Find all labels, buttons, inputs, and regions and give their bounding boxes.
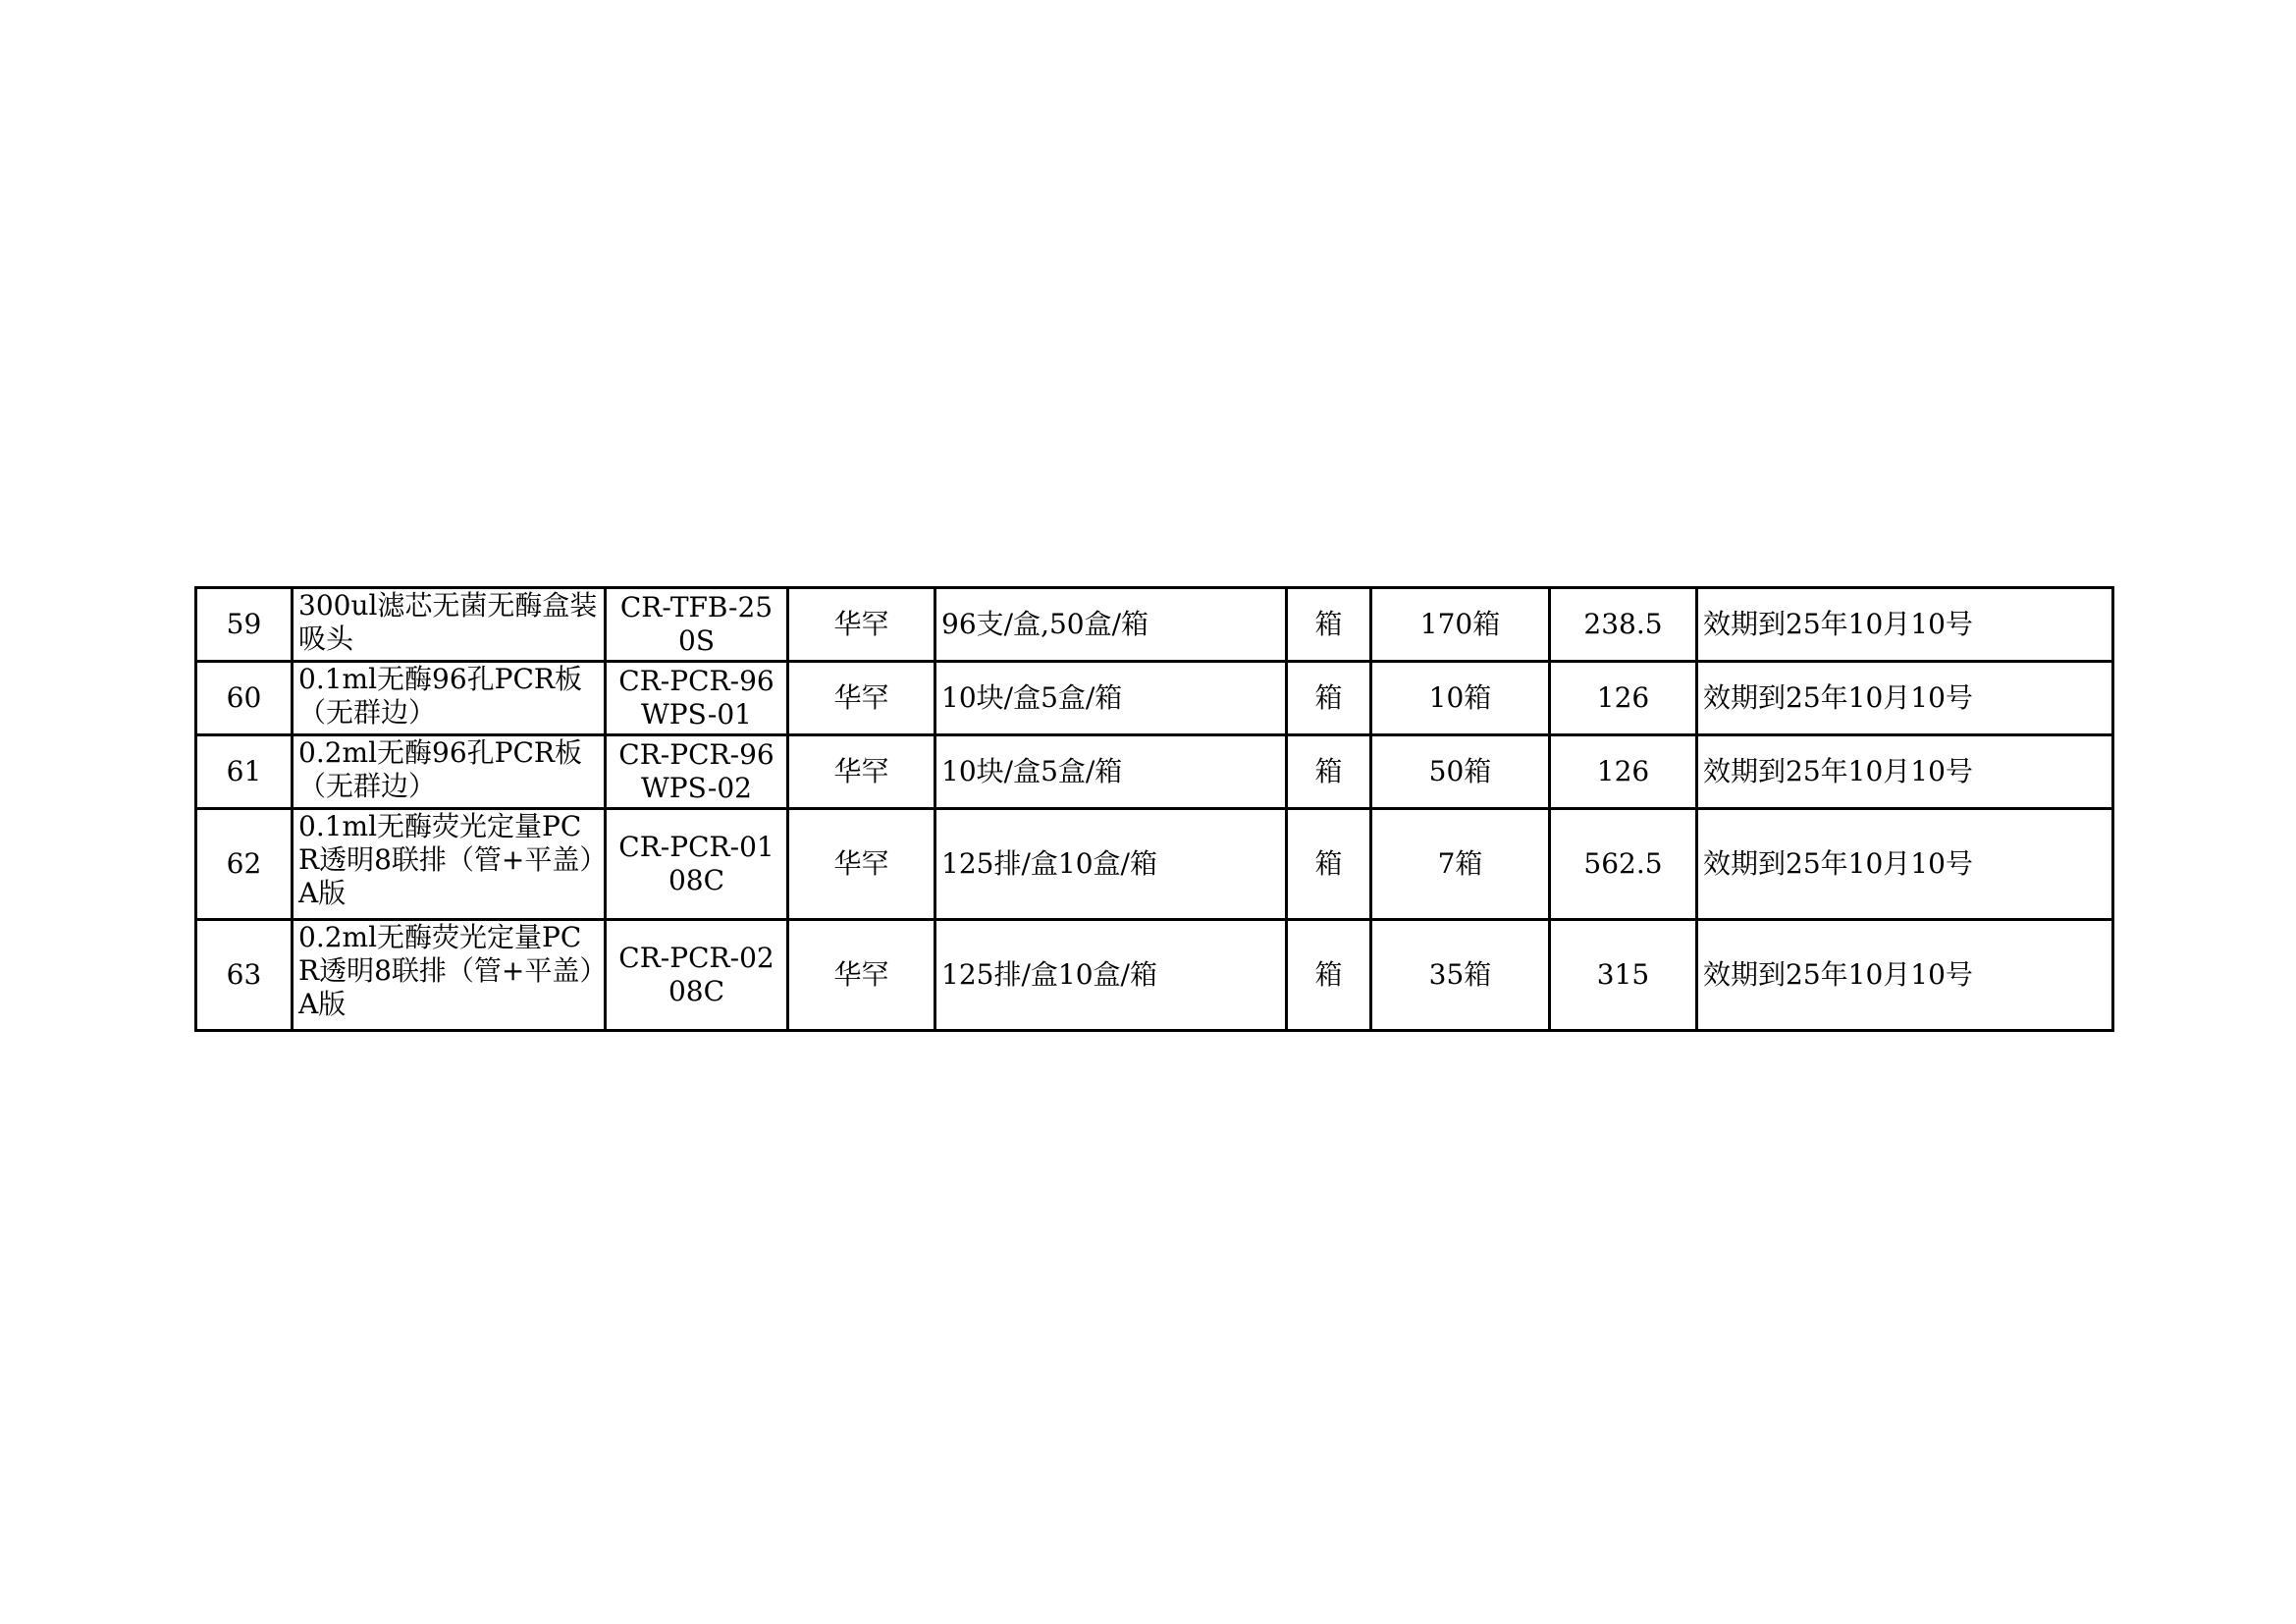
expiry-note: 效期到25年10月10号 <box>1697 920 2113 1031</box>
table-row <box>196 662 2113 735</box>
expiry-note: 效期到25年10月10号 <box>1697 588 2113 662</box>
product-name: 0.2ml无酶96孔PCR板（无群边） <box>293 735 606 809</box>
row-number: 62 <box>196 809 293 920</box>
unit: 箱 <box>1287 809 1371 920</box>
product-code: CR-PCR-0108C <box>606 809 788 920</box>
brand: 华罕 <box>788 735 935 809</box>
brand: 华罕 <box>788 588 935 662</box>
brand: 华罕 <box>788 920 935 1031</box>
product-code: CR-TFB-250S <box>606 588 788 662</box>
row-number: 59 <box>196 588 293 662</box>
packaging-spec: 125排/盒10盒/箱 <box>935 920 1287 1031</box>
brand: 华罕 <box>788 809 935 920</box>
product-name: 0.1ml无酶96孔PCR板（无群边） <box>293 662 606 735</box>
unit: 箱 <box>1287 735 1371 809</box>
table-row <box>196 809 2113 920</box>
inventory-table <box>194 586 2114 1032</box>
product-name: 300ul滤芯无菌无酶盒装吸头 <box>293 588 606 662</box>
quantity: 50箱 <box>1371 735 1550 809</box>
packaging-spec: 10块/盒5盒/箱 <box>935 662 1287 735</box>
product-name: 0.2ml无酶荧光定量PCR透明8联排（管+平盖）A版 <box>293 920 606 1031</box>
packaging-spec: 125排/盒10盒/箱 <box>935 809 1287 920</box>
expiry-note: 效期到25年10月10号 <box>1697 809 2113 920</box>
table-row <box>196 588 2113 662</box>
price: 126 <box>1550 735 1697 809</box>
product-code: CR-PCR-96WPS-02 <box>606 735 788 809</box>
row-number: 61 <box>196 735 293 809</box>
price: 562.5 <box>1550 809 1697 920</box>
packaging-spec: 96支/盒,50盒/箱 <box>935 588 1287 662</box>
table-row <box>196 920 2113 1031</box>
quantity: 170箱 <box>1371 588 1550 662</box>
unit: 箱 <box>1287 920 1371 1031</box>
product-code: CR-PCR-0208C <box>606 920 788 1031</box>
brand: 华罕 <box>788 662 935 735</box>
unit: 箱 <box>1287 588 1371 662</box>
quantity: 10箱 <box>1371 662 1550 735</box>
price: 238.5 <box>1550 588 1697 662</box>
product-name: 0.1ml无酶荧光定量PCR透明8联排（管+平盖）A版 <box>293 809 606 920</box>
packaging-spec: 10块/盒5盒/箱 <box>935 735 1287 809</box>
row-number: 63 <box>196 920 293 1031</box>
table-row <box>196 735 2113 809</box>
row-number: 60 <box>196 662 293 735</box>
price: 315 <box>1550 920 1697 1031</box>
product-code: CR-PCR-96WPS-01 <box>606 662 788 735</box>
expiry-note: 效期到25年10月10号 <box>1697 735 2113 809</box>
quantity: 35箱 <box>1371 920 1550 1031</box>
expiry-note: 效期到25年10月10号 <box>1697 662 2113 735</box>
unit: 箱 <box>1287 662 1371 735</box>
quantity: 7箱 <box>1371 809 1550 920</box>
price: 126 <box>1550 662 1697 735</box>
